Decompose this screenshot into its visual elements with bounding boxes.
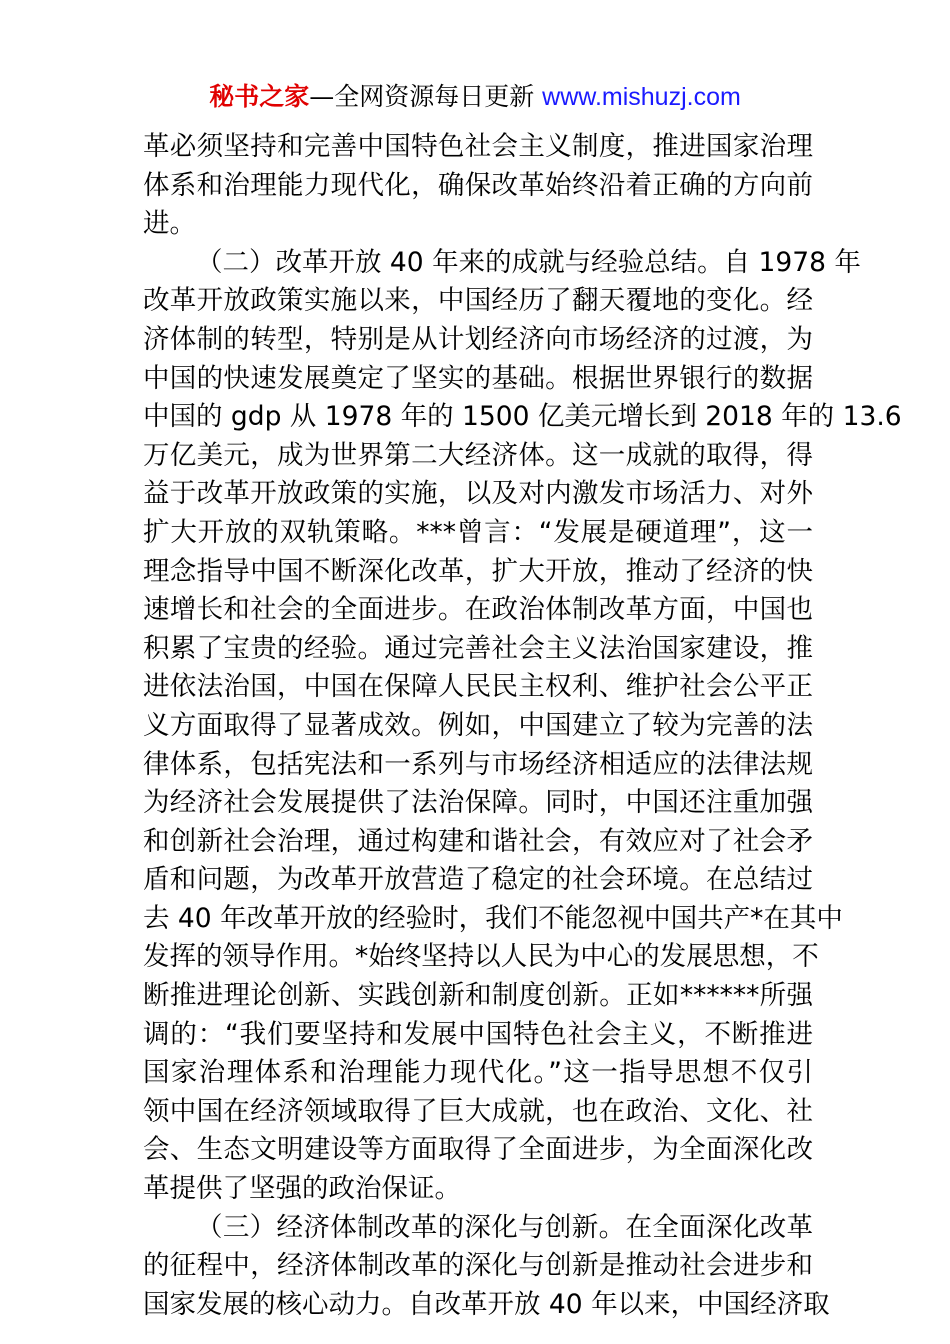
text-line: 革提供了坚强的政治保证。	[143, 1173, 461, 1205]
text-line: 调的：“我们要坚持和发展中国特色社会主义，不断推进	[143, 1018, 813, 1050]
text-line: 中国的 gdp 从 1978 年的 1500 亿美元增长到 2018 年的 13.6	[143, 401, 902, 433]
site-header	[0, 80, 950, 114]
text-line: 和创新社会治理，通过构建和谐社会，有效应对了社会矛	[143, 825, 813, 857]
text-line: 改革开放政策实施以来，中国经历了翻天覆地的变化。经	[143, 285, 813, 317]
site-tagline: —全网资源每日更新	[309, 82, 543, 111]
text-line: （二）改革开放 40 年来的成就与经验总结。自 1978 年	[196, 246, 861, 278]
text-line: 中国的快速发展奠定了坚实的基础。根据世界银行的数据	[143, 362, 813, 394]
text-line: 断推进理论创新、实践创新和制度创新。正如******所强	[143, 980, 813, 1012]
text-line: 国家治理体系和治理能力现代化。”这一指导思想不仅引	[143, 1057, 813, 1089]
text-line: 万亿美元，成为世界第二大经济体。这一成就的取得，得	[143, 439, 813, 471]
text-line: 律体系，包括宪法和一系列与市场经济相适应的法律法规	[143, 748, 813, 780]
text-line: 进。	[143, 208, 196, 240]
text-line: 会、生态文明建设等方面取得了全面进步，为全面深化改	[143, 1134, 813, 1166]
text-line: 理念指导中国不断深化改革，扩大开放，推动了经济的快	[143, 555, 813, 587]
text-line: 进依法治国，中国在保障人民民主权利、维护社会公平正	[143, 671, 813, 703]
site-brand: 秘书之家	[209, 82, 310, 111]
text-line: 扩大开放的双轨策略。***曾言：“发展是硬道理”，这一	[143, 516, 813, 548]
site-url[interactable]: www.mishuzj.com	[542, 83, 741, 111]
text-line: 盾和问题，为改革开放营造了稳定的社会环境。在总结过	[143, 864, 813, 896]
text-line: 益于改革开放政策的实施，以及对内激发市场活力、对外	[143, 478, 813, 510]
text-line: 国家发展的核心动力。自改革开放 40 年以来，中国经济取	[143, 1288, 830, 1320]
text-line: 体系和治理能力现代化，确保改革始终沿着正确的方向前	[143, 169, 813, 201]
text-line: 积累了宝贵的经验。通过完善社会主义法治国家建设，推	[143, 632, 813, 664]
text-line: 去 40 年改革开放的经验时，我们不能忽视中国共产*在其中	[143, 902, 843, 934]
text-line: 义方面取得了显著成效。例如，中国建立了较为完善的法	[143, 709, 813, 741]
text-line: 速增长和社会的全面进步。在政治体制改革方面，中国也	[143, 594, 813, 626]
text-line: 的征程中，经济体制改革的深化与创新是推动社会进步和	[143, 1250, 813, 1282]
text-line: （三）经济体制改革的深化与创新。在全面深化改革	[196, 1211, 813, 1243]
text-line: 发挥的领导作用。*始终坚持以人民为中心的发展思想，不	[143, 941, 819, 973]
text-line: 济体制的转型，特别是从计划经济向市场经济的过渡，为	[143, 323, 813, 355]
text-line: 为经济社会发展提供了法治保障。同时，中国还注重加强	[143, 787, 813, 819]
text-line: 革必须坚持和完善中国特色社会主义制度，推进国家治理	[143, 131, 813, 162]
document-body	[143, 128, 902, 1324]
text-line: 领中国在经济领域取得了巨大成就，也在政治、文化、社	[143, 1095, 813, 1127]
